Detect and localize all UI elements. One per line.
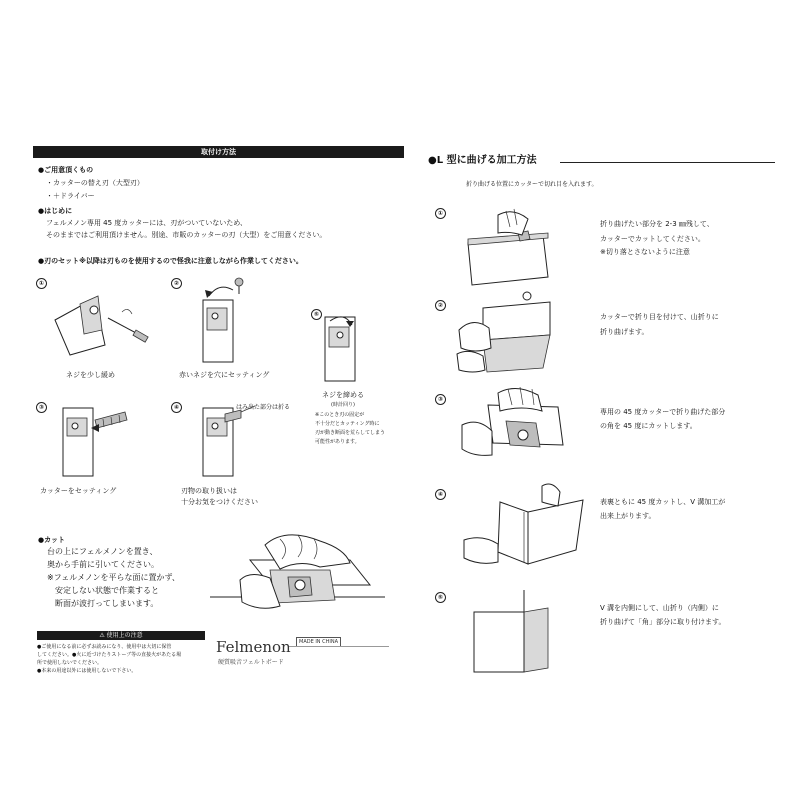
step4-illustration xyxy=(195,400,265,480)
brand-divider xyxy=(289,646,389,647)
caution-line: してください。●火に近づけたりストーブ等の直接火があたる場 xyxy=(37,652,182,658)
right-intro: 折り曲げる位置にカッターで切れ目を入れます。 xyxy=(466,181,598,188)
step-caption: 赤いネジを穴にセッティング xyxy=(179,371,270,379)
cut-line: 断面が波打ってしまいます。 xyxy=(47,599,159,608)
bend-step-line: 出来上がります。 xyxy=(600,512,656,520)
step-subcaption: (時計回り) xyxy=(331,402,355,408)
step-caption: ネジを少し緩め xyxy=(66,371,115,379)
cut-line: 安定しない状態で作業すると xyxy=(47,586,159,595)
step5-illustration xyxy=(320,313,370,383)
step-caption: 十分お気をつけください xyxy=(181,498,258,506)
step-number: ④ xyxy=(435,489,446,500)
intro-title: ●はじめに xyxy=(38,207,73,215)
caution-line: ●ご使用になる前に必ずお読みになり、使用中は大切に保管 xyxy=(37,644,172,650)
step-note-line: 可能性があります。 xyxy=(315,439,360,445)
step-caption: 刃物の取り扱いは xyxy=(181,487,237,495)
caution-line: ●本来の用途以外には使用しないで下さい。 xyxy=(37,668,137,674)
step2-illustration xyxy=(195,278,255,368)
step-number: ③ xyxy=(36,402,47,413)
prepare-title: ●ご用意頂くもの xyxy=(38,166,94,174)
bend-step2-illustration xyxy=(455,290,565,375)
step-number: ② xyxy=(435,300,446,311)
brand-name: Felmenon xyxy=(216,638,291,656)
bend-step-line: カッターで折り目を付けて、山折りに xyxy=(600,313,719,321)
step-label: はみ出た部分は折る xyxy=(236,404,291,411)
bend-step1-illustration xyxy=(458,205,558,285)
blade-set-title: ●刃のセット※以降は刃ものを使用するので怪我に注意しながら作業してください。 xyxy=(38,257,303,265)
step-number: ② xyxy=(171,278,182,289)
intro-line: そのままではご利用頂けません。別途、市販のカッターの刃（大型）をご用意ください。 xyxy=(46,231,327,239)
bend-step-line: 表裏ともに 45 度カットし、V 溝加工が xyxy=(600,498,726,506)
step-note-line: 不十分だとカッティング時に xyxy=(315,421,380,427)
caution-header: ⚠ 使用上の注意 xyxy=(37,631,205,640)
step-number: ⑤ xyxy=(435,592,446,603)
right-title: ●L 型に曲げる加工方法 xyxy=(428,155,537,166)
prepare-item: ・＋ドライバー xyxy=(46,192,95,200)
cut-line: 奥から手前に引いてください。 xyxy=(47,560,159,569)
cut-line: ※フェルメノンを平らな面に置かず、 xyxy=(47,573,180,582)
step-number: ④ xyxy=(171,402,182,413)
intro-line: フェルメノン専用 45 度カッターには、刃がついていないため、 xyxy=(46,219,247,227)
made-in-badge: MADE IN CHINA xyxy=(296,637,341,647)
cut-illustration xyxy=(210,525,385,620)
title-rule xyxy=(560,162,775,163)
bend-step5-illustration xyxy=(468,590,558,675)
bend-step-line: カッターでカットしてください。 xyxy=(600,235,705,243)
step-number: ③ xyxy=(435,394,446,405)
cut-line: 台の上にフェルメノンを置き、 xyxy=(47,547,158,556)
bend-step4-illustration xyxy=(458,482,583,572)
bend-step-line: 折り曲げて「角」部分に取り付けます。 xyxy=(600,618,726,626)
step-number: ① xyxy=(36,278,47,289)
prepare-item: ・カッターの替え刃（大型刃） xyxy=(46,179,144,187)
step-note-line: 刃が動き断面を荒らしてしまう xyxy=(315,430,386,436)
step-number: ⑤ xyxy=(311,309,322,320)
step1-illustration xyxy=(50,290,160,360)
bend-step-line: ※切り落とさないように注意 xyxy=(600,248,690,256)
bend-step-line: V 溝を内側にして、山折り（内側）に xyxy=(600,604,719,612)
step3-illustration xyxy=(55,400,135,480)
caution-line: 所で使用しないでください。 xyxy=(37,660,103,666)
bend-step3-illustration xyxy=(458,385,573,470)
step-number: ① xyxy=(435,208,446,219)
bend-step-line: 折り曲げます。 xyxy=(600,328,649,336)
cut-title: ●カット xyxy=(38,536,66,544)
bend-step-line: 専用の 45 度カッターで折り曲げた部分 xyxy=(600,408,726,416)
step-caption: ネジを締める xyxy=(322,391,364,399)
bend-step-line: 折り曲げたい部分を 2-3 ㎜残して、 xyxy=(600,220,714,228)
step-caption: カッターをセッティング xyxy=(40,487,117,495)
bend-step-line: の角を 45 度にカットします。 xyxy=(600,422,697,430)
brand-subtitle: 硬質吸音フェルトボード xyxy=(218,659,284,666)
section-header-install: 取付け方法 xyxy=(33,146,404,158)
step-note-line: ※このとき刃の固定が xyxy=(315,412,365,418)
